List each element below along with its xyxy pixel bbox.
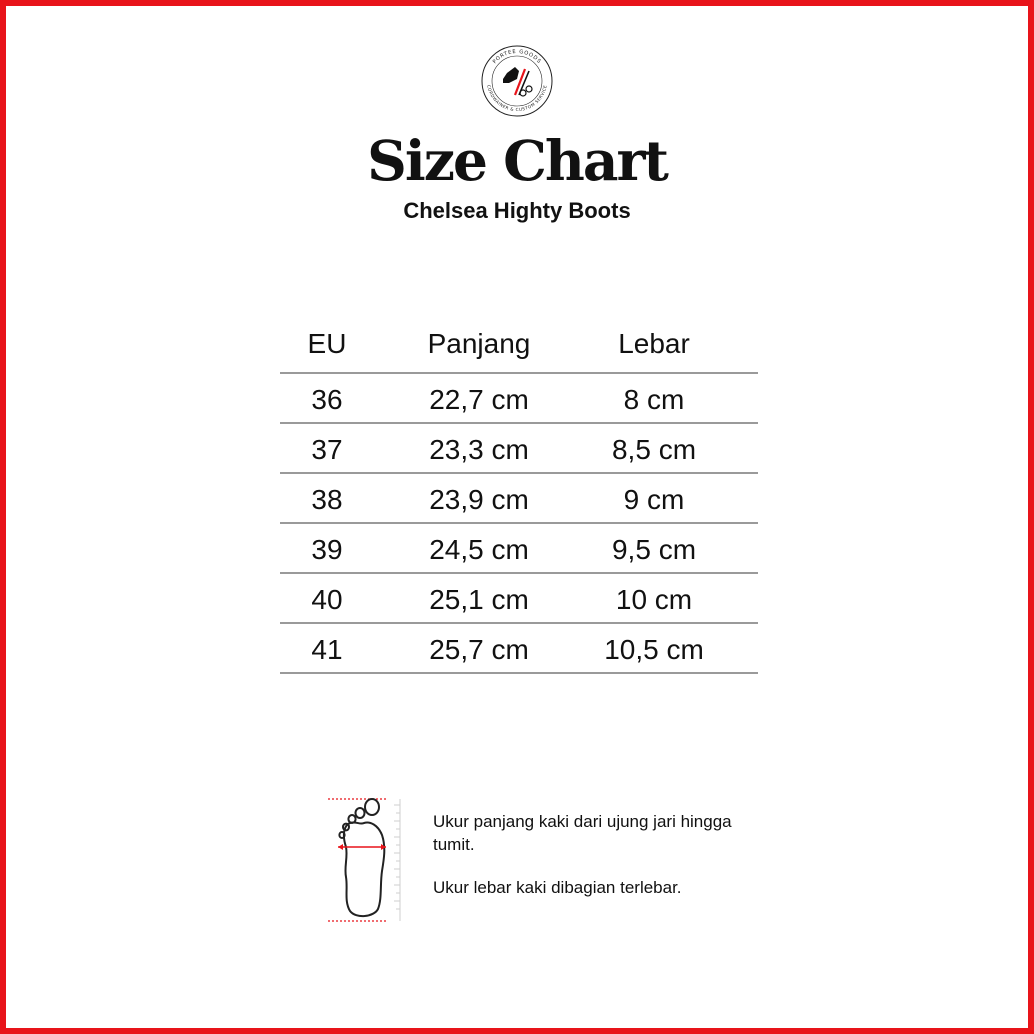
table-row bbox=[280, 424, 758, 474]
cell-eu: 37 bbox=[311, 434, 343, 465]
cell-lebar: 8 cm bbox=[623, 384, 685, 415]
foot-measure-illustration bbox=[326, 795, 406, 925]
cell-lebar: 8,5 cm bbox=[611, 434, 697, 465]
cell-panjang: 25,1 cm bbox=[429, 584, 529, 615]
cell-lebar: 9 cm bbox=[623, 484, 685, 515]
cell-panjang: 25,7 cm bbox=[429, 634, 529, 665]
page-subtitle: Chelsea Highty Boots bbox=[403, 198, 631, 223]
header-lebar: Lebar bbox=[618, 328, 690, 359]
table-row bbox=[280, 474, 758, 524]
cell-eu: 41 bbox=[311, 634, 343, 665]
instruction-length: Ukur panjang kaki dari ujung jari hingga tumit. bbox=[433, 812, 732, 854]
cell-eu: 36 bbox=[311, 384, 343, 415]
cell-lebar: 9,5 cm bbox=[611, 534, 697, 565]
cell-panjang: 24,5 cm bbox=[429, 534, 529, 565]
table-row bbox=[280, 574, 758, 624]
cell-lebar: 10 cm bbox=[615, 584, 693, 615]
instruction-width: Ukur lebar kaki dibagian terlebar. bbox=[433, 878, 682, 897]
header-panjang: Panjang bbox=[427, 328, 531, 359]
table-header-row bbox=[280, 318, 758, 374]
header-eu: EU bbox=[307, 328, 347, 359]
cell-lebar: 10,5 cm bbox=[604, 634, 704, 665]
cell-panjang: 22,7 cm bbox=[429, 384, 529, 415]
cell-eu: 40 bbox=[311, 584, 343, 615]
size-table bbox=[280, 318, 758, 674]
table-row bbox=[280, 374, 758, 424]
svg-text:CORDWAINER & CUSTOM SERVICE: CORDWAINER & CUSTOM SERVICE bbox=[486, 84, 548, 113]
table-row bbox=[280, 624, 758, 674]
measurement-instructions bbox=[433, 810, 753, 899]
cell-panjang: 23,9 cm bbox=[429, 484, 529, 515]
logo-seal-icon bbox=[479, 43, 555, 119]
brand-logo bbox=[479, 43, 555, 119]
table-row bbox=[280, 524, 758, 574]
svg-text:PORTEE GOODS: PORTEE GOODS bbox=[491, 48, 543, 66]
cell-eu: 39 bbox=[311, 534, 343, 565]
foot-measure-icon bbox=[326, 795, 406, 925]
cell-eu: 38 bbox=[311, 484, 343, 515]
cell-panjang: 23,3 cm bbox=[429, 434, 529, 465]
page-title: Size Chart bbox=[367, 128, 667, 193]
